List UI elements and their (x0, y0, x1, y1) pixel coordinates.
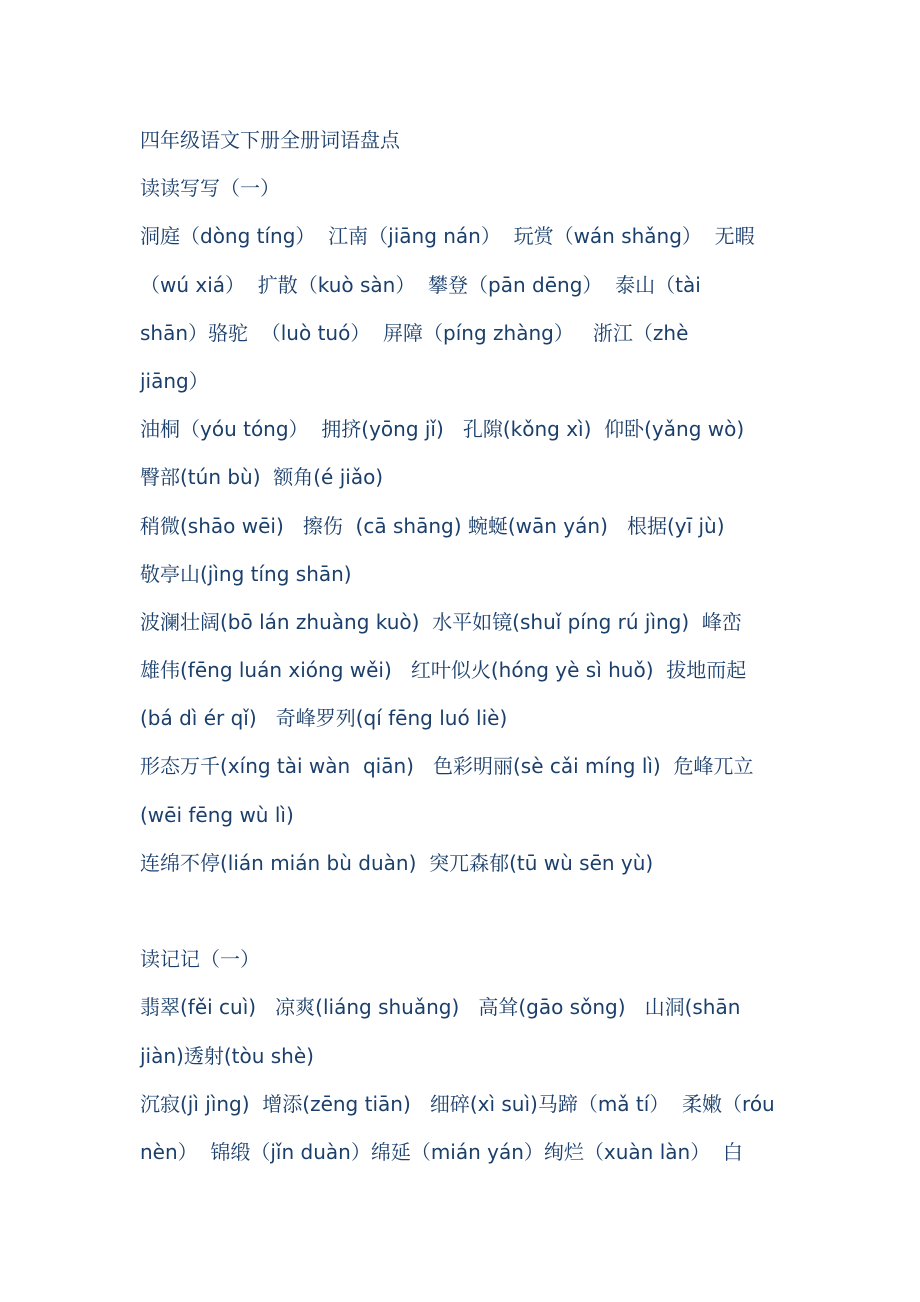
section-heading-read-remember-1: 读记记（一） (140, 947, 260, 972)
vocab-line: (bá dì ér qǐ) 奇峰罗列(qí fēng luó liè) (140, 706, 508, 731)
vocab-line: jiàn)透射(tòu shè) (140, 1043, 314, 1068)
vocab-line: 洞庭（dòng tíng） 江南（jiāng nán） 玩赏（wán shǎng） 无暇 (140, 224, 755, 249)
vocab-line: 翡翠(fěi cuì) 凉爽(liáng shuǎng) 高耸(gāo sǒng) 山洞(shān (140, 995, 741, 1020)
vocab-line: 波澜壮阔(bō lán zhuàng kuò) 水平如镜(shuǐ píng rú jìng) 峰峦 (140, 609, 742, 634)
vocab-line: 雄伟(fēng luán xióng wěi) 红叶似火(hóng yè sì huǒ) 拔地而起 (140, 658, 747, 683)
vocab-line: 稍微(shāo wēi) 擦伤 (cā shāng) 蜿蜒(wān yán) 根据(yī jù) (140, 513, 725, 538)
vocab-line: （wú xiá） 扩散（kuò sàn） 攀登（pān dēng） 泰山（tài (140, 272, 701, 297)
document-body (140, 116, 792, 1176)
vocab-line: shān）骆驼 （luò tuó） 屏障（píng zhàng） 浙江（zhè (140, 320, 689, 345)
document-title: 四年级语文下册全册词语盘点 (140, 128, 400, 152)
vocab-line: (wēi fēng wù lì) (140, 802, 294, 827)
vocab-line: 油桐（yóu tóng） 拥挤(yōng jǐ) 孔隙(kǒng xì) 仰卧(yǎng wò) (140, 417, 745, 442)
vocab-line: 形态万千(xíng tài wàn qiān) 色彩明丽(sè cǎi míng lì) 危峰兀立 (140, 754, 754, 779)
vocab-line: nèn） 锦缎（jǐn duàn）绵延（mián yán）绚烂（xuàn làn） 白 (140, 1139, 743, 1164)
vocab-line: 沉寂(jì jìng) 增添(zēng tiān) 细碎(xì suì)马蹄（mǎ tí） 柔嫩（róu (140, 1091, 775, 1116)
vocab-line: 敬亭山(jìng tíng shān) (140, 561, 352, 586)
section-heading-read-write-1: 读读写写（一） (140, 176, 280, 201)
vocab-line: 臀部(tún bù) 额角(é jiǎo) (140, 465, 384, 490)
section-spacer (140, 887, 792, 935)
vocab-line: jiāng） (140, 368, 209, 393)
vocab-line: 连绵不停(lián mián bù duàn) 突兀森郁(tū wù sēn yù) (140, 850, 654, 875)
